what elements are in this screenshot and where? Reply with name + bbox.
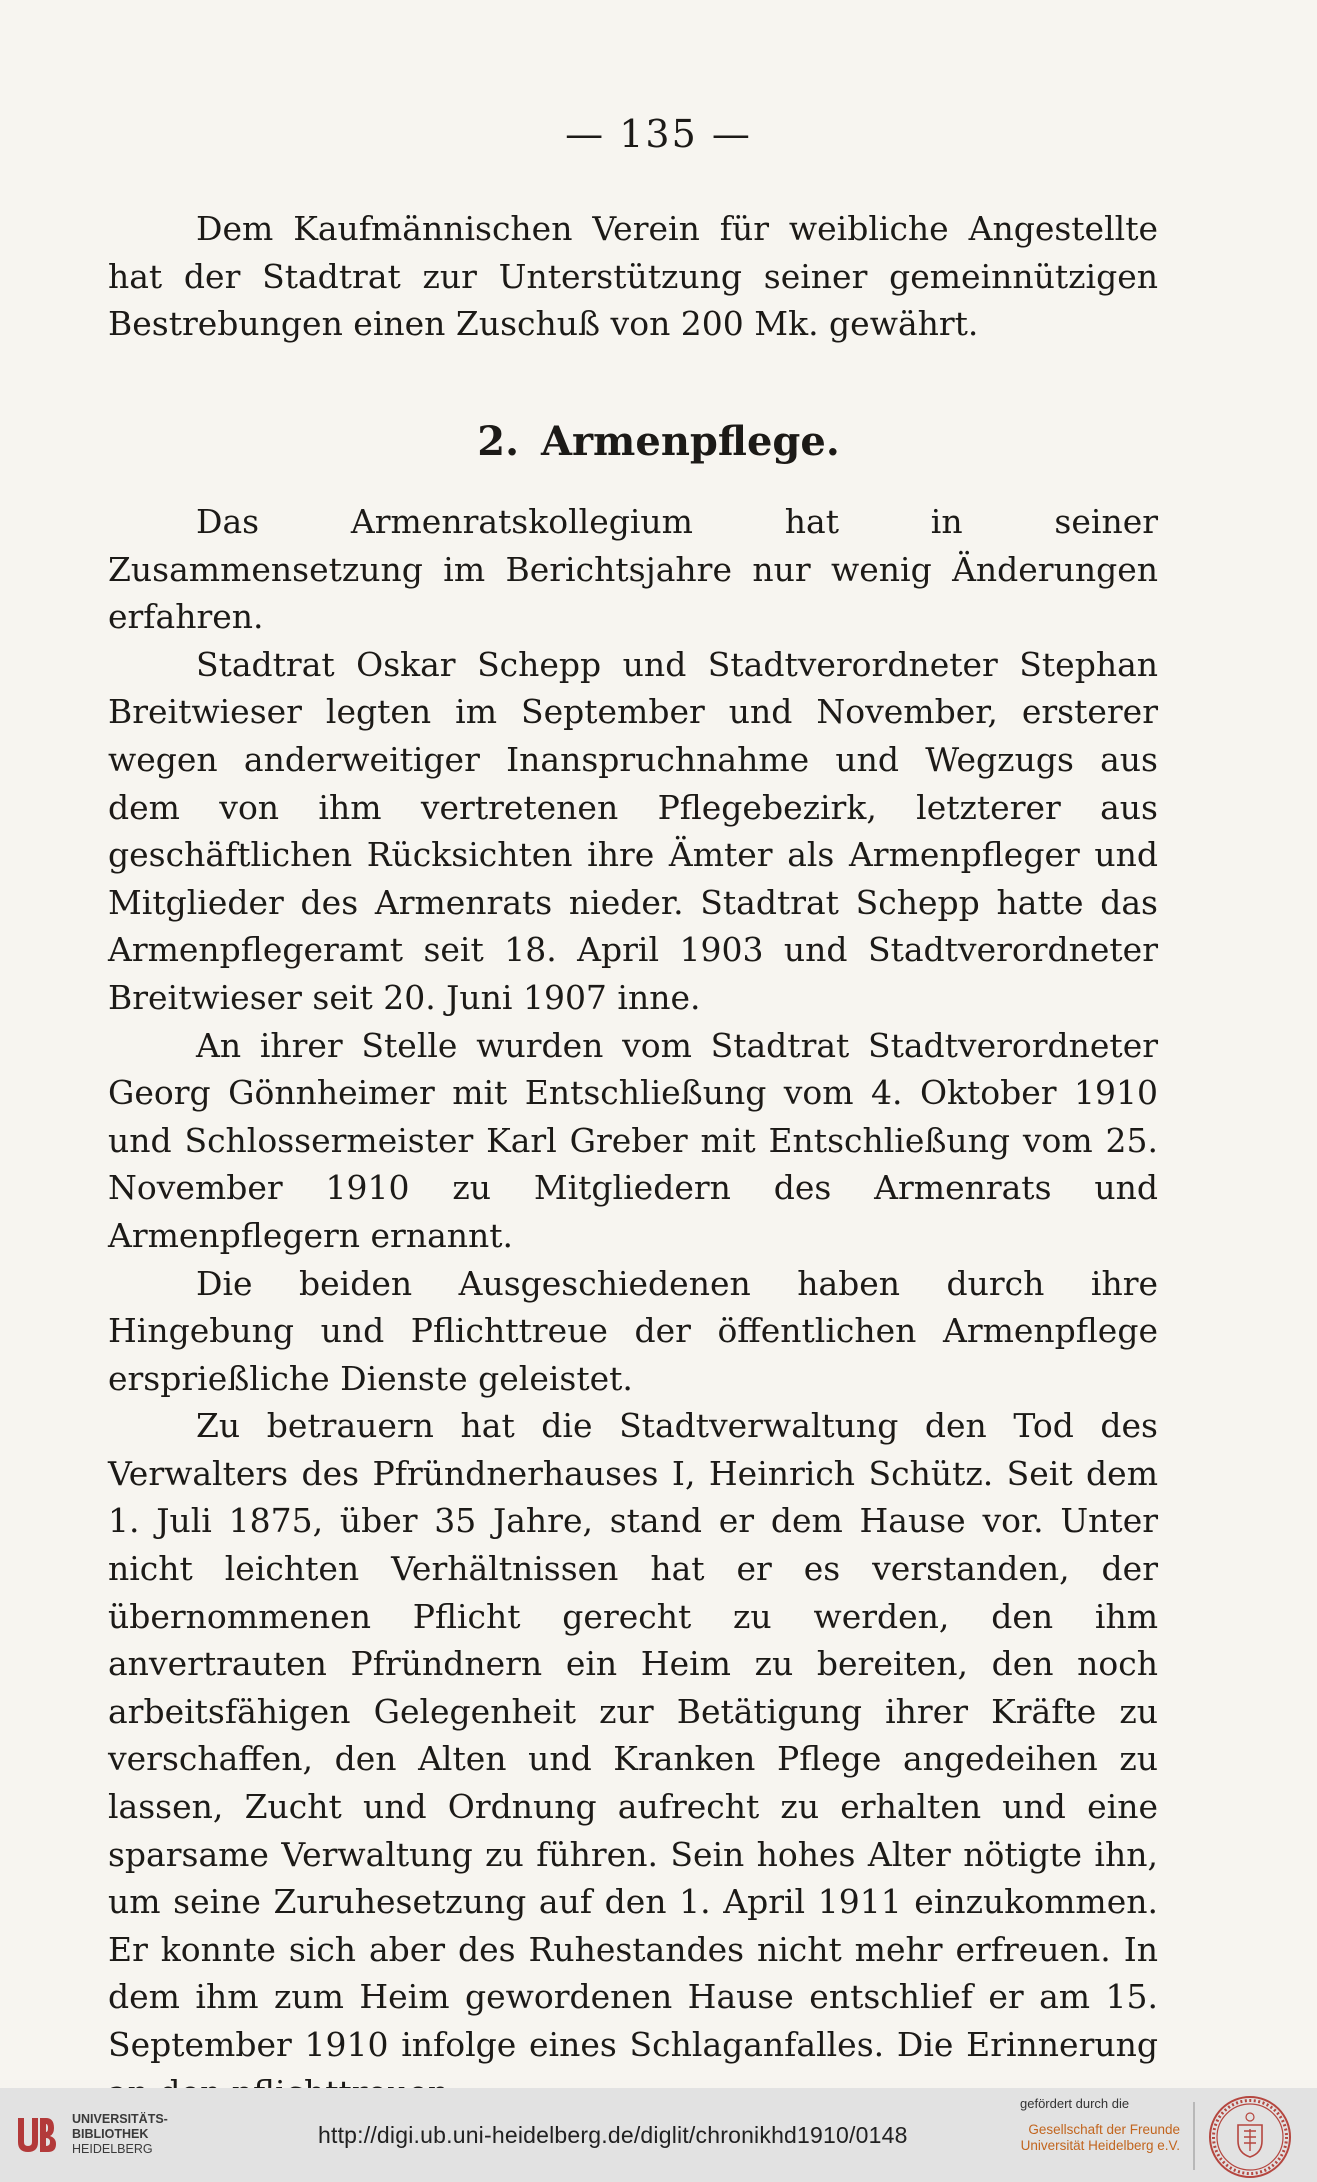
paragraph-4: Die beiden Ausgeschiedenen haben durch ihre Hingebung und Pflichttreue der öffentlichen Armenpflege ersprießliche Dienste geleistet. [108, 1263, 1158, 1398]
society-line-1: Gesellschaft der Freunde [1028, 2122, 1180, 2137]
library-line-1: UNIVERSITÄTS- [72, 2112, 168, 2126]
paragraph-5: Zu betrauern hat die Stadtverwaltung den Tod des Verwalters des Pfründnerhauses I, Heinrich Schütz. Seit dem 1. Juli 1875, über 35 Jahre, stand er dem Hause vor. Unter nicht leichten Verhältnissen hat er es verstanden, der übernommenen Pflicht gerecht zu werden, den ihm anvertrauten Pfründnern ein Heim zu bereiten, den noch arbeitsfähigen Gelegenheit zur Betätigung ihrer Kräfte zu verschaffen, den Alten und Kranken Pflege angedeihen zu lassen, Zucht und Ordnung aufrecht zu erhalten und eine sparsame Verwaltung zu führen. Sein hohes Alter nötigte ihn, um seine Zuruhesetzung auf den 1. April 1911 einzukommen. Er konnte sich aber des Ruhestandes nicht mehr erfreuen. In dem ihm zum Heim gewordenen Hause entschlief er am 15. September 1910 infolge eines Schlaganfalles. Die Erinnerung [108, 1406, 1158, 2064]
library-name [72, 2112, 168, 2157]
paragraph-2: Stadtrat Oskar Schepp und Stadtverordneter Stephan Breitwieser legten im September und November, ersterer wegen anderweitiger Inanspruchnahme und Wegzugs aus dem von ihm vertretenen Pflegebezirk, letzterer aus geschäftlichen Rücksichten ihre Ämter als Armenpfleger und Mitglieder des Armenrats nieder. Stadtrat Schepp hatte das Armenpflegeramt seit 18. April 1903 und Stadtverordneter Breitwieser seit 20. Juni 1907 inne. [108, 644, 1158, 1017]
permalink[interactable]: http://digi.ub.uni-heidelberg.de/diglit/chronikhd1910/0148 [318, 2122, 908, 2148]
section-title: Armenpflege. [540, 418, 840, 465]
intro-text: Dem Kaufmännischen Verein für weibliche Angestellte hat der Stadtrat zur Unterstützung seiner gemeinnützigen Bestrebungen einen Zuschuß von 200 Mk. gewährt. [108, 209, 1158, 344]
library-line-2: BIBLIOTHEK [72, 2127, 149, 2141]
library-logo-icon [14, 2112, 58, 2156]
paragraph-1: Das Armenratskollegium hat in seiner Zusammensetzung im Berichtsjahre nur wenig Änderungen erfahren. [108, 502, 1158, 637]
digitization-footer [0, 2088, 1317, 2182]
society-name [1020, 2122, 1180, 2154]
university-seal-icon [1208, 2095, 1292, 2179]
intro-paragraph [108, 205, 1158, 348]
library-line-3: HEIDELBERG [72, 2142, 153, 2156]
paragraph-3: An ihrer Stelle wurden vom Stadtrat Stadtverordneter Georg Gönnheimer mit Entschließung vom 4. Oktober 1910 und Schlossermeister Karl Greber mit Entschließung vom 25. November 1910 zu Mitgliedern des Armenrats und Armenpflegern ernannt. [108, 1025, 1158, 1255]
section-number: 2. [477, 418, 519, 465]
section-heading [0, 418, 1317, 465]
page-number: — 135 — [565, 112, 752, 156]
society-line-2: Universität Heidelberg e.V. [1020, 2138, 1180, 2153]
funded-by-label: gefördert durch die [1020, 2096, 1130, 2111]
section-body [108, 498, 1158, 2116]
footer-divider [1193, 2102, 1195, 2170]
